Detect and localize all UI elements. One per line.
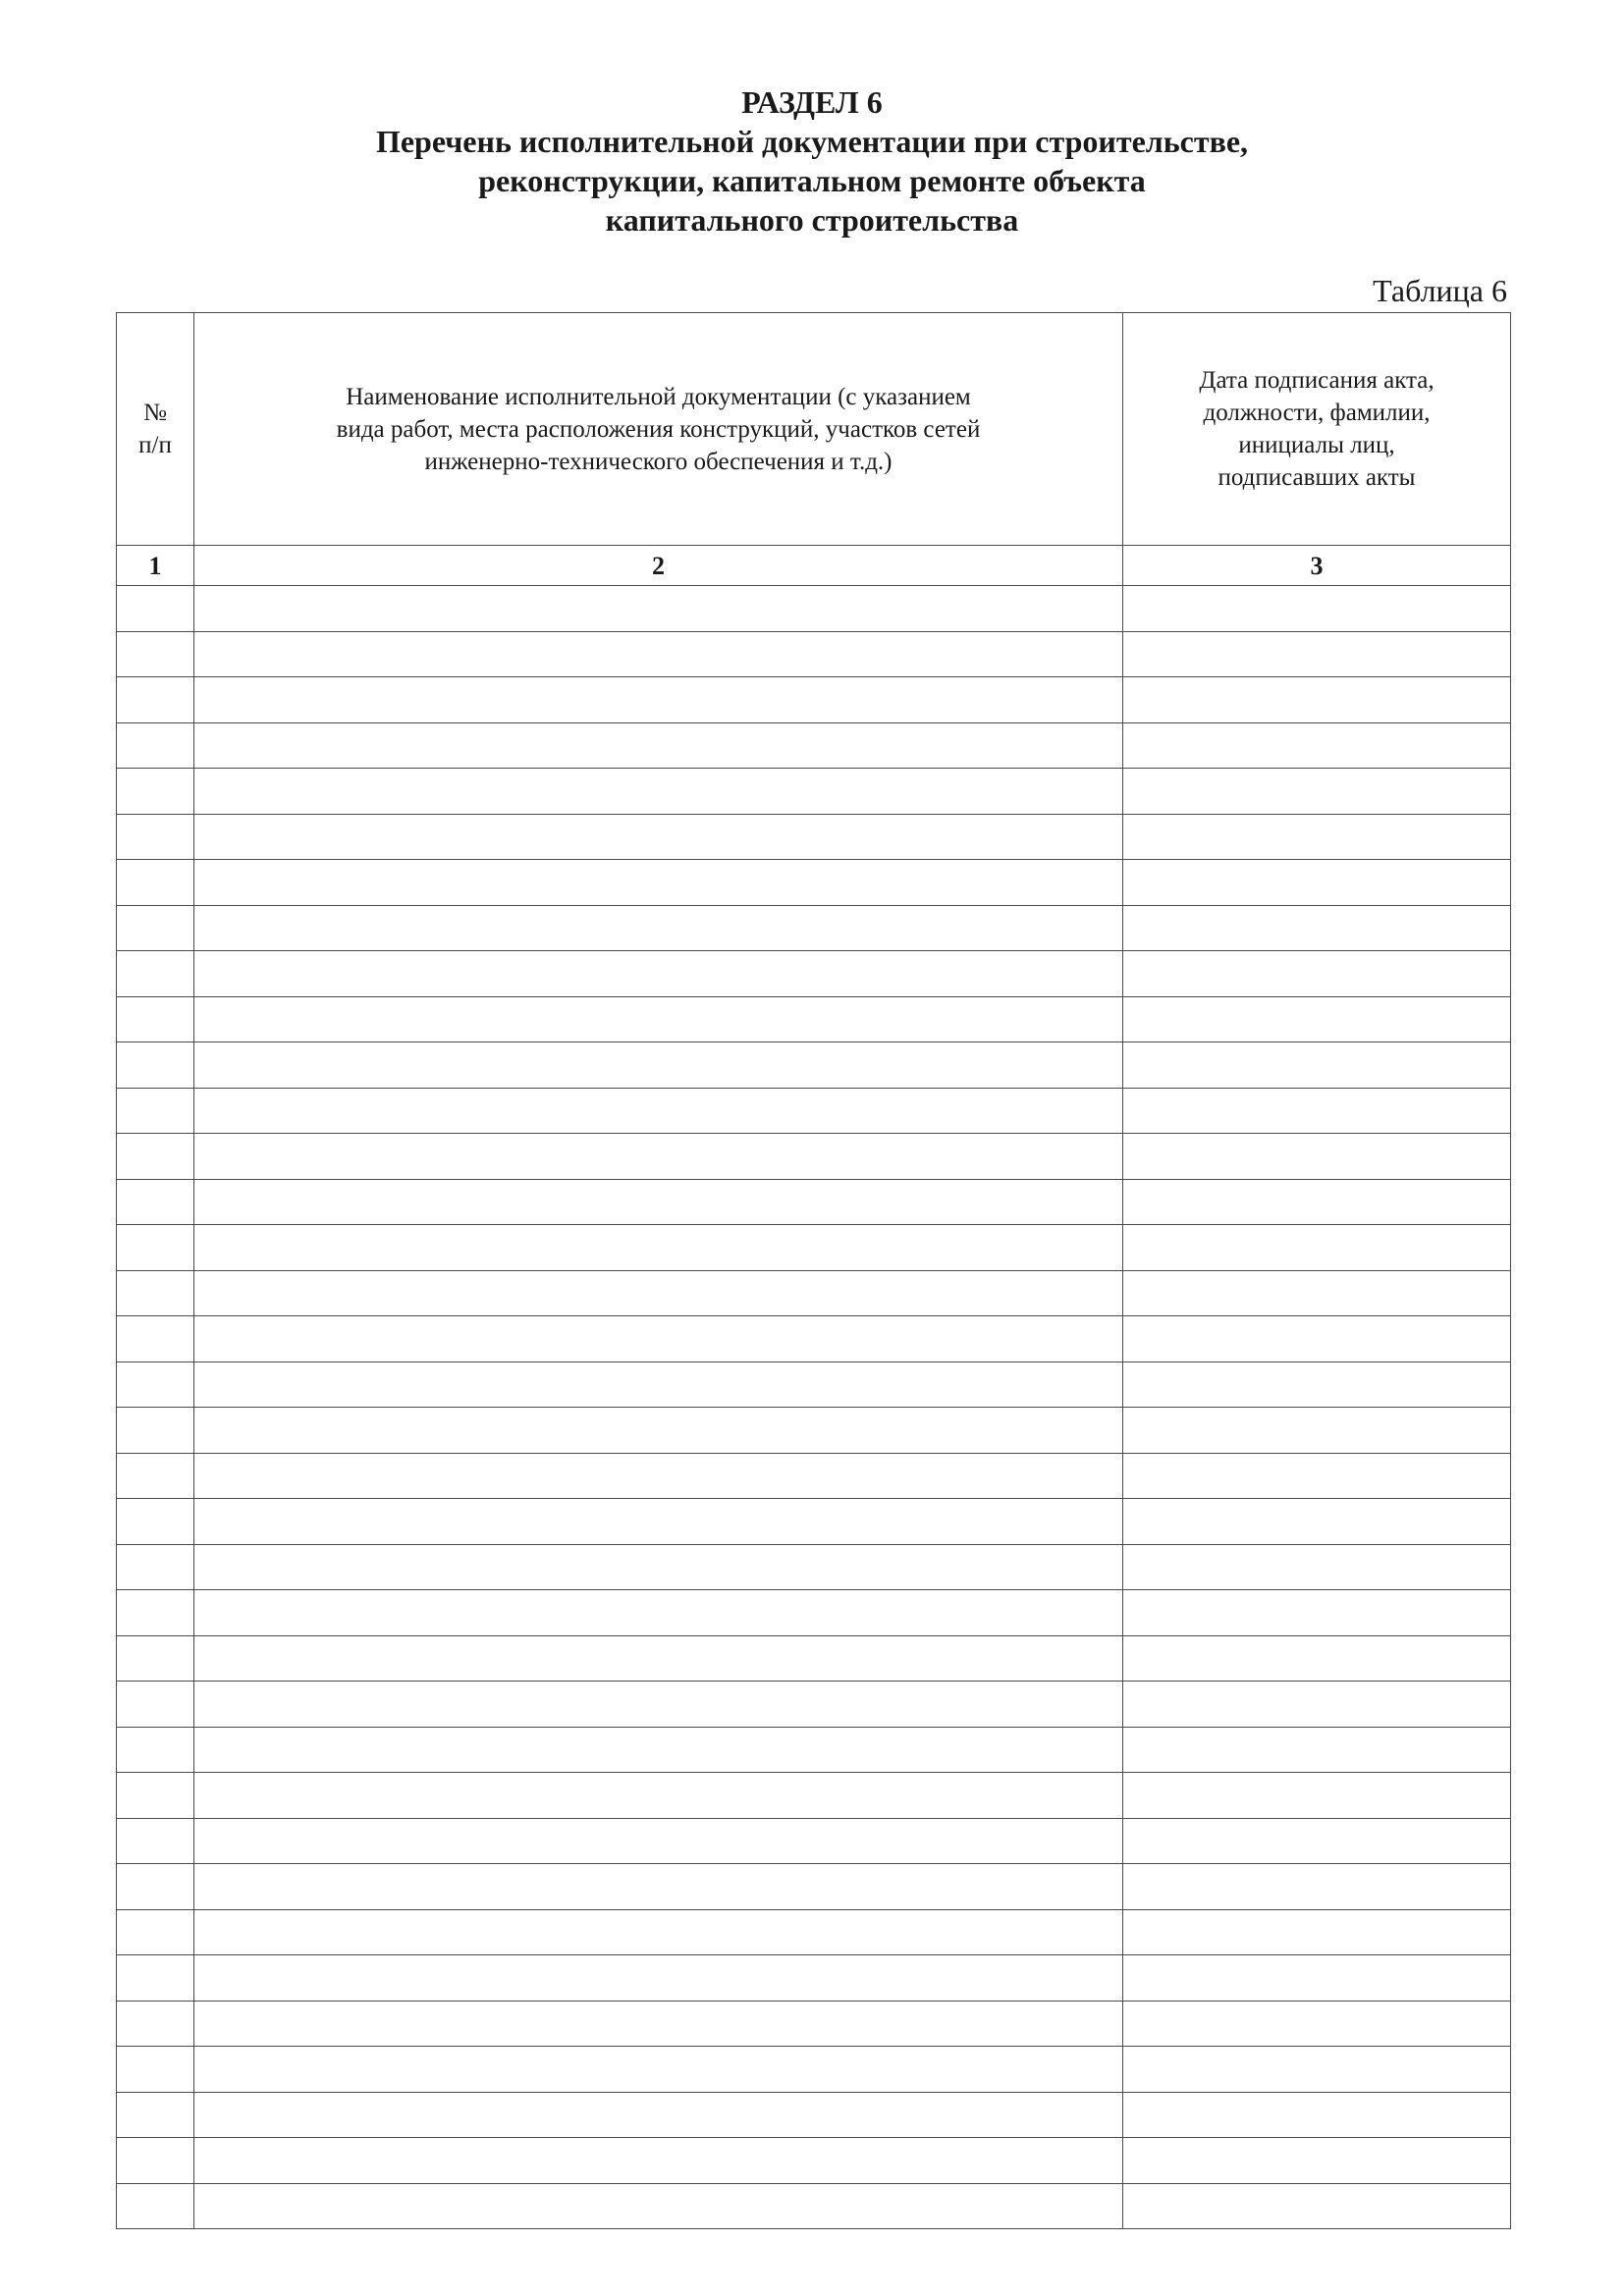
cell-document-name[interactable]: [194, 1362, 1123, 1408]
cell-document-name[interactable]: [194, 1955, 1123, 2002]
table-row: [117, 1727, 1511, 1773]
cell-signing-info[interactable]: [1123, 1134, 1511, 1180]
cell-document-name[interactable]: [194, 1499, 1123, 1545]
cell-document-name[interactable]: [194, 586, 1123, 632]
cell-signing-info[interactable]: [1123, 1590, 1511, 1636]
table-row: [117, 2183, 1511, 2229]
cell-number[interactable]: [117, 814, 194, 860]
header-signing-info-line-2: должности, фамилии,: [1203, 400, 1431, 426]
cell-number[interactable]: [117, 2092, 194, 2138]
cell-document-name[interactable]: [194, 2001, 1123, 2047]
cell-number[interactable]: [117, 631, 194, 677]
table-row: [117, 2047, 1511, 2093]
section-subtitle-line-2: реконструкции, капитальном ремонте объекта: [478, 163, 1146, 198]
cell-number[interactable]: [117, 586, 194, 632]
cell-document-name[interactable]: [194, 2138, 1123, 2184]
cell-number[interactable]: [117, 860, 194, 906]
table-row: [117, 1590, 1511, 1636]
cell-number[interactable]: [117, 2001, 194, 2047]
cell-signing-info[interactable]: [1123, 2001, 1511, 2047]
table-row: [117, 1864, 1511, 1910]
cell-number[interactable]: [117, 951, 194, 997]
cell-document-name[interactable]: [194, 1773, 1123, 1819]
cell-signing-info[interactable]: [1123, 1727, 1511, 1773]
table-row: [117, 722, 1511, 769]
cell-signing-info[interactable]: [1123, 2047, 1511, 2093]
cell-document-name[interactable]: [194, 1590, 1123, 1636]
cell-signing-info[interactable]: [1123, 951, 1511, 997]
table-caption: Таблица 6: [1373, 273, 1507, 308]
table-row: [117, 769, 1511, 815]
cell-document-name[interactable]: [194, 905, 1123, 951]
cell-document-name[interactable]: [194, 1270, 1123, 1316]
header-signing-info-line-3: инициалы лиц,: [1238, 432, 1395, 458]
column-number-3: 3: [1123, 546, 1511, 586]
cell-number[interactable]: [117, 1453, 194, 1499]
cell-signing-info[interactable]: [1123, 631, 1511, 677]
cell-number[interactable]: [117, 1544, 194, 1590]
cell-signing-info[interactable]: [1123, 860, 1511, 906]
cell-signing-info[interactable]: [1123, 1544, 1511, 1590]
cell-number[interactable]: [117, 1909, 194, 1955]
cell-number[interactable]: [117, 2047, 194, 2093]
cell-signing-info[interactable]: [1123, 814, 1511, 860]
cell-signing-info[interactable]: [1123, 677, 1511, 723]
header-number-line-2: п/п: [138, 432, 172, 458]
cell-document-name[interactable]: [194, 1408, 1123, 1454]
cell-document-name[interactable]: [194, 1818, 1123, 1864]
cell-number[interactable]: [117, 1362, 194, 1408]
table-row: [117, 2138, 1511, 2184]
table-row: [117, 1818, 1511, 1864]
cell-signing-info[interactable]: [1123, 1955, 1511, 2002]
header-document-name-line-3: инженерно-технического обеспечения и т.д.): [424, 448, 893, 475]
cell-number[interactable]: [117, 1773, 194, 1819]
table-row: [117, 1682, 1511, 1728]
table-row: [117, 1544, 1511, 1590]
cell-document-name[interactable]: [194, 1635, 1123, 1682]
header-document-name-line-2: вида работ, места расположения конструкций, участков сетей: [336, 415, 981, 443]
cell-signing-info[interactable]: [1123, 1453, 1511, 1499]
column-number-1: 1: [117, 546, 194, 586]
table-row: [117, 1134, 1511, 1180]
cell-document-name[interactable]: [194, 1544, 1123, 1590]
cell-signing-info[interactable]: [1123, 769, 1511, 815]
table-row: [117, 1088, 1511, 1134]
cell-number[interactable]: [117, 1088, 194, 1134]
cell-number[interactable]: [117, 677, 194, 723]
table-row: [117, 860, 1511, 906]
table-row: [117, 1270, 1511, 1316]
cell-number[interactable]: [117, 1225, 194, 1271]
cell-number[interactable]: [117, 1955, 194, 2002]
table-row: [117, 1909, 1511, 1955]
table-row: [117, 996, 1511, 1042]
table-body: [117, 586, 1511, 2229]
cell-number[interactable]: [117, 1590, 194, 1636]
table-row: [117, 631, 1511, 677]
cell-signing-info[interactable]: [1123, 1362, 1511, 1408]
cell-document-name[interactable]: [194, 1042, 1123, 1089]
table-row: [117, 1042, 1511, 1089]
cell-document-name[interactable]: [194, 1225, 1123, 1271]
cell-signing-info[interactable]: [1123, 2092, 1511, 2138]
cell-signing-info[interactable]: [1123, 1682, 1511, 1728]
cell-document-name[interactable]: [194, 1134, 1123, 1180]
cell-signing-info[interactable]: [1123, 1270, 1511, 1316]
cell-number[interactable]: [117, 1408, 194, 1454]
cell-document-name[interactable]: [194, 1727, 1123, 1773]
cell-number[interactable]: [117, 1042, 194, 1089]
cell-document-name[interactable]: [194, 677, 1123, 723]
section-subtitle-line-3: капитального строительства: [605, 202, 1019, 238]
table-row: [117, 1955, 1511, 2002]
cell-number[interactable]: [117, 2138, 194, 2184]
table-row: [117, 951, 1511, 997]
cell-signing-info[interactable]: [1123, 1635, 1511, 1682]
cell-signing-info[interactable]: [1123, 1408, 1511, 1454]
section-subtitle-line-1: Перечень исполнительной документации при строительстве,: [375, 124, 1249, 159]
cell-number[interactable]: [117, 722, 194, 769]
cell-signing-info[interactable]: [1123, 2183, 1511, 2229]
cell-document-name[interactable]: [194, 1179, 1123, 1225]
cell-number[interactable]: [117, 1179, 194, 1225]
documentation-table: [116, 312, 1511, 2229]
header-signing-info-line-4: подписавших акты: [1218, 464, 1416, 491]
cell-signing-info[interactable]: [1123, 1864, 1511, 1910]
cell-number[interactable]: [117, 996, 194, 1042]
cell-document-name[interactable]: [194, 769, 1123, 815]
cell-document-name[interactable]: [194, 1864, 1123, 1910]
cell-signing-info[interactable]: [1123, 1818, 1511, 1864]
header-number-line-1: №: [143, 400, 167, 426]
column-number-row: [117, 546, 1511, 586]
cell-document-name[interactable]: [194, 2092, 1123, 2138]
cell-signing-info[interactable]: [1123, 905, 1511, 951]
cell-signing-info[interactable]: [1123, 1225, 1511, 1271]
table-row: [117, 1773, 1511, 1819]
cell-signing-info[interactable]: [1123, 1773, 1511, 1819]
cell-signing-info[interactable]: [1123, 1042, 1511, 1089]
cell-signing-info[interactable]: [1123, 2138, 1511, 2184]
table-row: [117, 1635, 1511, 1682]
table-row: [117, 1179, 1511, 1225]
cell-document-name[interactable]: [194, 1682, 1123, 1728]
header-signing-info: [1123, 313, 1511, 546]
cell-document-name[interactable]: [194, 1909, 1123, 1955]
table-row: [117, 1453, 1511, 1499]
cell-number[interactable]: [117, 1270, 194, 1316]
cell-document-name[interactable]: [194, 2183, 1123, 2229]
table-row: [117, 2092, 1511, 2138]
cell-signing-info[interactable]: [1123, 1088, 1511, 1134]
cell-signing-info[interactable]: [1123, 996, 1511, 1042]
cell-document-name[interactable]: [194, 814, 1123, 860]
table-row: [117, 1499, 1511, 1545]
table-row: [117, 2001, 1511, 2047]
cell-number[interactable]: [117, 1499, 194, 1545]
cell-number[interactable]: [117, 2183, 194, 2229]
table-row: [117, 814, 1511, 860]
cell-document-name[interactable]: [194, 1453, 1123, 1499]
section-title: РАЗДЕЛ 6: [741, 84, 883, 120]
section-heading: [0, 82, 1624, 240]
header-number: [117, 313, 194, 546]
cell-document-name[interactable]: [194, 631, 1123, 677]
table-row: [117, 1362, 1511, 1408]
cell-signing-info[interactable]: [1123, 1179, 1511, 1225]
cell-number[interactable]: [117, 1134, 194, 1180]
header-document-name-line-1: Наименование исполнительной документации (с указанием: [346, 383, 971, 410]
cell-signing-info[interactable]: [1123, 1499, 1511, 1545]
cell-number[interactable]: [117, 1818, 194, 1864]
cell-number[interactable]: [117, 1864, 194, 1910]
cell-signing-info[interactable]: [1123, 1316, 1511, 1362]
table-row: [117, 586, 1511, 632]
cell-number[interactable]: [117, 1682, 194, 1728]
header-signing-info-line-1: Дата подписания акта,: [1199, 367, 1435, 394]
cell-number[interactable]: [117, 769, 194, 815]
table-row: [117, 905, 1511, 951]
column-number-2: 2: [194, 546, 1123, 586]
cell-number[interactable]: [117, 1635, 194, 1682]
table-row: [117, 1316, 1511, 1362]
cell-document-name[interactable]: [194, 951, 1123, 997]
cell-number[interactable]: [117, 1727, 194, 1773]
cell-signing-info[interactable]: [1123, 1909, 1511, 1955]
cell-signing-info[interactable]: [1123, 586, 1511, 632]
table-header-row: [117, 313, 1511, 546]
cell-number[interactable]: [117, 905, 194, 951]
table-row: [117, 1408, 1511, 1454]
cell-number[interactable]: [117, 1316, 194, 1362]
cell-document-name[interactable]: [194, 2047, 1123, 2093]
cell-document-name[interactable]: [194, 996, 1123, 1042]
header-document-name: [194, 313, 1123, 546]
cell-document-name[interactable]: [194, 1316, 1123, 1362]
cell-document-name[interactable]: [194, 722, 1123, 769]
table-row: [117, 1225, 1511, 1271]
cell-signing-info[interactable]: [1123, 722, 1511, 769]
cell-document-name[interactable]: [194, 1088, 1123, 1134]
table-row: [117, 677, 1511, 723]
cell-document-name[interactable]: [194, 860, 1123, 906]
